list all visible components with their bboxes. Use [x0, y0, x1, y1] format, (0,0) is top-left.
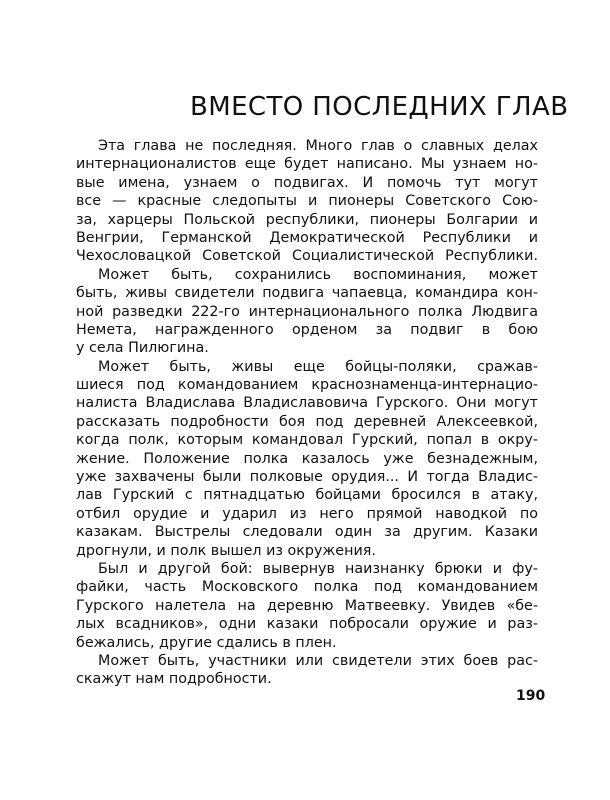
text-line: когда полк, которым командовал Гурский, попал в окру-: [76, 432, 538, 449]
text-line: вые имена, узнаем о подвигах. И помочь тут могут: [76, 174, 538, 191]
text-line: уже захвачены были полковые орудия... И тогда Владис-: [76, 469, 538, 486]
text-line: ной разведки 222-го интернационального полка Людвига: [76, 303, 538, 320]
text-line: Венгрии, Германской Демократической Республики и: [76, 229, 538, 246]
text-line: Был и другой бой: вывернув наизнанку брюки и фу-: [98, 560, 538, 577]
paragraph-4: [76, 560, 538, 652]
paragraph-2: [76, 266, 538, 358]
text-line: Может быть, живы еще бойцы-поляки, сражав-: [98, 358, 538, 375]
text-line: налиста Владислава Владиславовича Гурского. Они могут: [76, 395, 538, 412]
text-line: бежались, другие сдались в плен.: [76, 634, 337, 651]
text-line: Может быть, участники или свидетели этих боев рас-: [98, 652, 538, 669]
text-line: интернационалистов еще будет написано. Мы узнаем но-: [76, 156, 538, 173]
paragraph-5: [76, 652, 538, 689]
text-line: файки, часть Московского полка под командованием: [76, 579, 538, 596]
paragraph-3: [76, 358, 538, 560]
chapter-title: ВМЕСТО ПОСЛЕДНИХ ГЛАВ: [190, 92, 569, 122]
text-line: отбил орудие и ударил из него прямой наводкой по: [76, 505, 538, 522]
page-number: 190: [516, 688, 546, 704]
text-line: за, харцеры Польской республики, пионеры Болгарии и: [76, 211, 538, 228]
text-line: все — красные следопыты и пионеры Советского Сою-: [76, 193, 538, 210]
text-line: казакам. Выстрелы следовали один за другим. Казаки: [76, 524, 538, 541]
text-line: скажут нам подробности.: [76, 671, 272, 688]
text-line: лых всадников», одни казаки побросали оружие и раз-: [76, 616, 538, 633]
text-line: быть, живы свидетели подвига чапаевца, командира кон-: [76, 285, 538, 302]
text-line: дрогнули, и полк вышел из окружения.: [76, 542, 376, 559]
text-line: у села Пилюгина.: [76, 340, 209, 357]
text-line: жение. Положение полка казалось уже безнадежным,: [76, 450, 538, 467]
text-line: Гурского налетела на деревню Матвеевку. Увидев «бе-: [76, 597, 538, 614]
text-line: лав Гурский с пятнадцатью бойцами бросился в атаку,: [76, 487, 538, 504]
paragraph-1: [76, 137, 538, 266]
text-line: Эта глава не последняя. Много глав о славных делах: [98, 138, 538, 154]
text-line: рассказать подробности боя под деревней Алексеевкой,: [76, 413, 538, 430]
text-line: шиеся под командованием краснознаменца-интернацио-: [76, 377, 538, 394]
chapter-text: [76, 137, 538, 689]
text-line: Может быть, сохранились воспоминания, может: [98, 266, 538, 283]
text-line: Немета, награжденного орденом за подвиг в бою: [76, 321, 538, 338]
text-line: Чехословацкой Советской Социалистической Республики.: [76, 248, 538, 265]
